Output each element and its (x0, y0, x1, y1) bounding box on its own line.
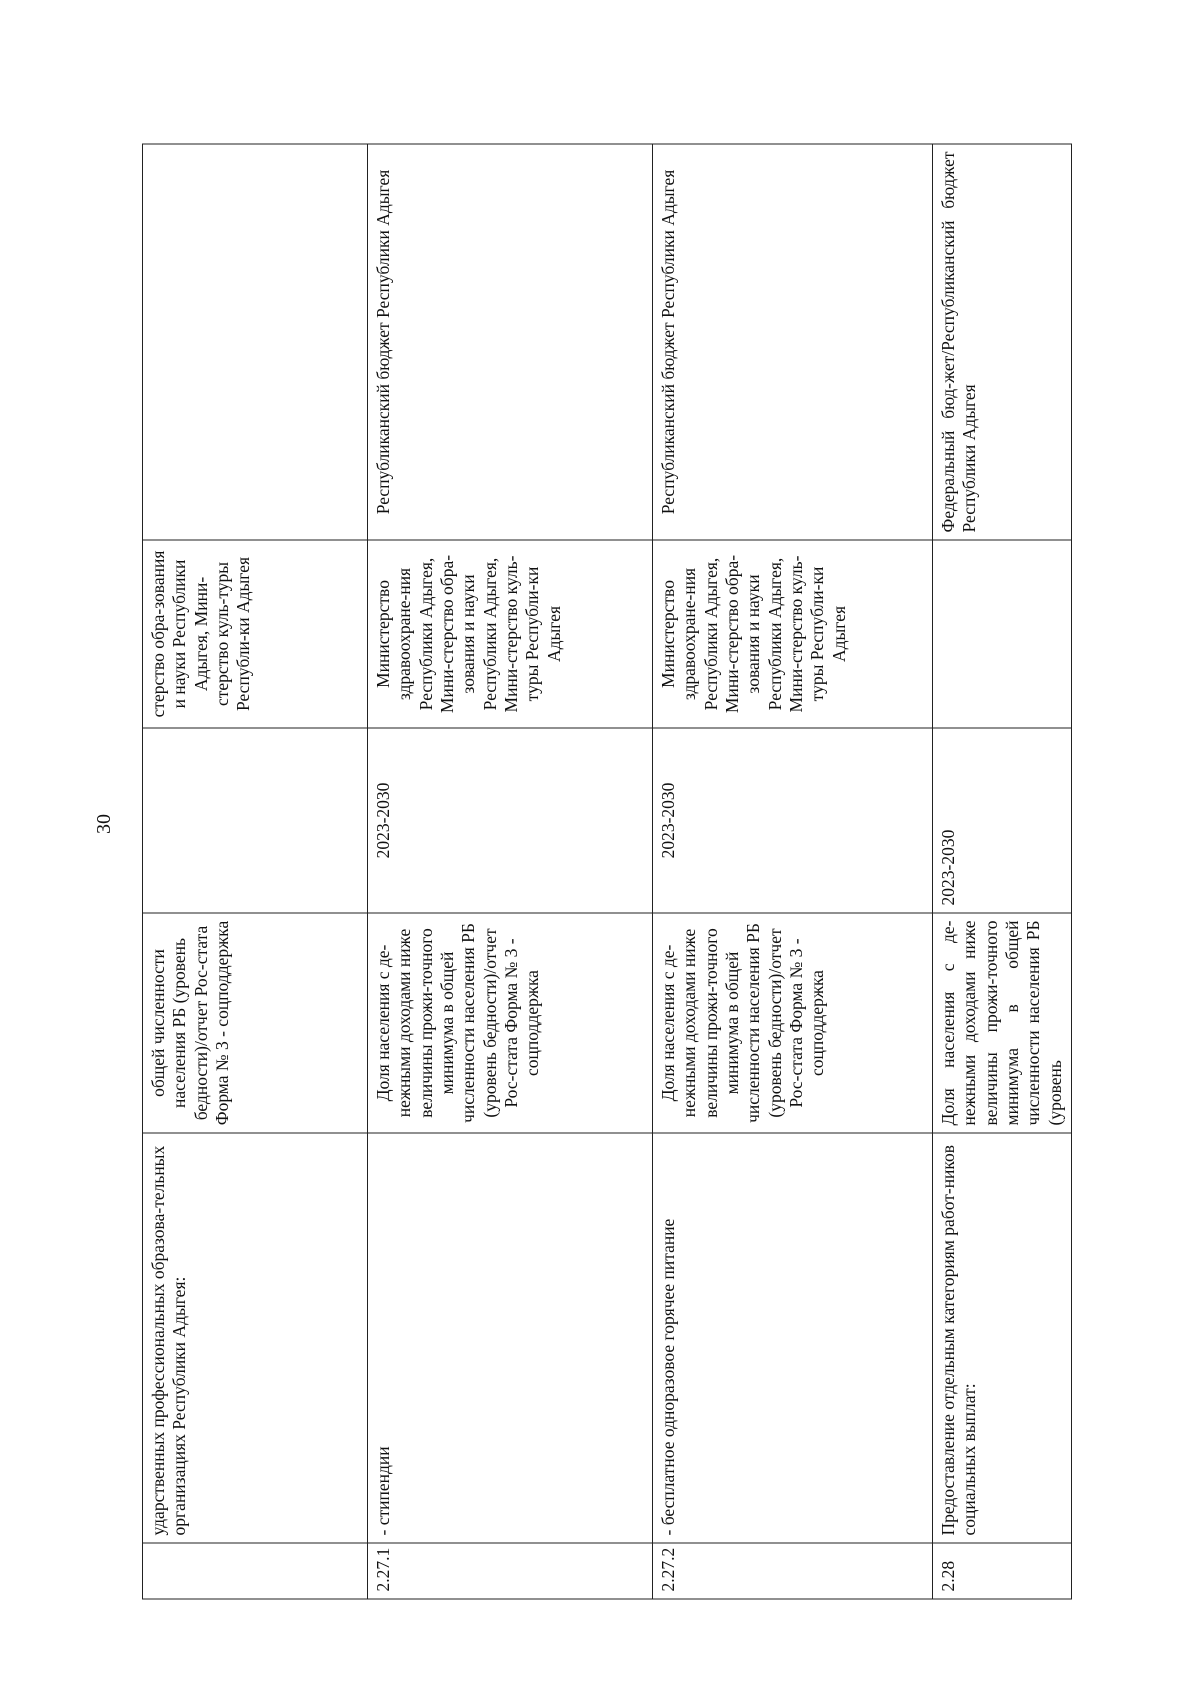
measure-name: ударственных профессиональных образова-тельных организациях Республики Адыгея: (142, 1133, 367, 1543)
executor (932, 540, 1071, 728)
row-number (142, 1543, 367, 1599)
table-row (142, 144, 367, 1599)
measure-name: - бесплатное одноразовое горячее питание (652, 1133, 932, 1543)
table-row (932, 144, 1071, 1599)
executor: Министерство здравоохране-ния Республики Адыгея, Мини-стерство обра-зования и науки Республики Адыгея, Мини-стерство куль-туры Республи-ки Адыгея (367, 540, 652, 728)
period: 2023-2030 (652, 728, 932, 913)
executor: Министерство здравоохране-ния Республики Адыгея, Мини-стерство обра-зования и науки Республики Адыгея, Мини-стерство куль-туры Республи-ки Адыгея (652, 540, 932, 728)
executor: стерство обра-зования и науки Республики Адыгея, Мини-стерство куль-туры Республи-ки Адыгея (142, 540, 367, 728)
funding-source: Республиканский бюджет Республики Адыгея (652, 144, 932, 540)
funding-source: Федеральный бюд-жет/Республиканский бюджет Республики Адыгея (932, 144, 1071, 540)
rotated-table-wrapper (142, 144, 1065, 1599)
table-row (652, 144, 932, 1599)
row-number: 2.28 (932, 1543, 1071, 1599)
table-row (367, 144, 652, 1599)
indicator: Доля населения с де-нежными доходами ниже величины прожи-точного минимума в общей численности населения РБ (уровень бедности)/отчет Рос-стата Форма № 3 - соцподдержка (367, 913, 652, 1133)
indicator (932, 913, 1071, 1133)
period: 2023-2030 (932, 728, 1071, 913)
row-number: 2.27.2 (652, 1543, 932, 1599)
measure-name: Предоставление отдельным категориям работ-ников социальных выплат: (932, 1133, 1071, 1543)
funding-source: Республиканский бюджет Республики Адыгея (367, 144, 652, 540)
indicator: общей численности населения РБ (уровень бедности)/отчет Рос-стата Форма № 3 - соцподдержка (142, 913, 367, 1133)
period (142, 728, 367, 913)
indicator-text: Доля населения с де-нежными доходами ниже величины прожи-точного минимума в общей численности населения РБ (уровень (937, 920, 1065, 1125)
indicator: Доля населения с де-нежными доходами ниже величины прожи-точного минимума в общей численности населения РБ (уровень бедности)/отчет Рос-стата Форма № 3 - соцподдержка (652, 913, 932, 1133)
page-number: 30 (93, 814, 115, 834)
measures-table (142, 143, 1072, 1599)
measure-name: - стипендии (367, 1133, 652, 1543)
funding-source (142, 144, 367, 540)
row-number: 2.27.1 (367, 1543, 652, 1599)
period: 2023-2030 (367, 728, 652, 913)
